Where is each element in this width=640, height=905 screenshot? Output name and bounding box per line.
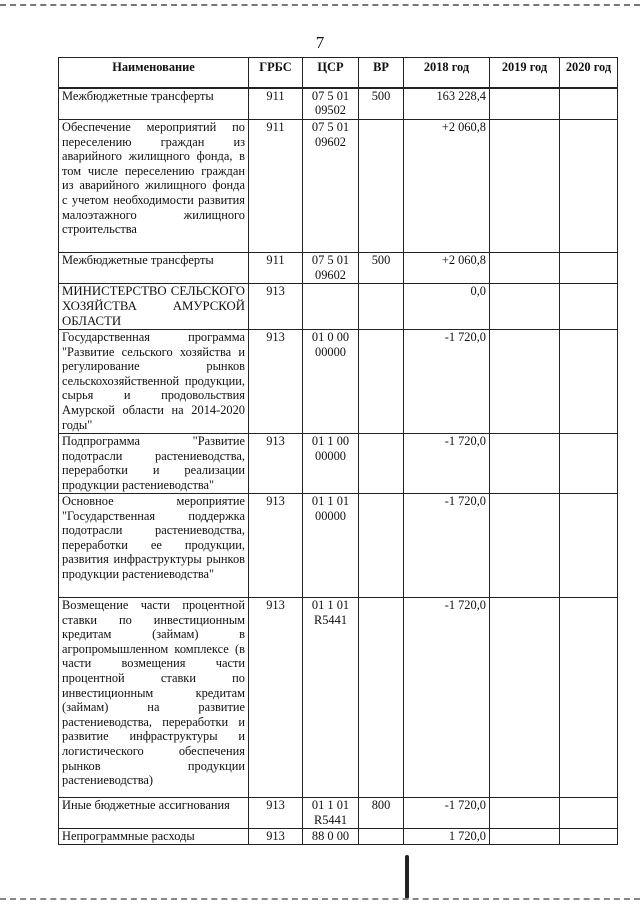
row-name: Возмещение части процентной ставки по инвестиционным кредитам (займам) в агропромышленном комплексе (в части возмещения части процентной ставки по инвестиционным кредитам (займам) на развитие растениеводства, переработки и развитие инфраструктуры и логистического обеспечения рынков продукции растениеводства): [59, 598, 249, 798]
row-vr: [359, 330, 404, 434]
row-2019: [490, 434, 560, 494]
row-csr: 07 5 01 09602: [303, 253, 359, 284]
row-2018: 1 720,0: [404, 829, 490, 845]
row-vr: [359, 434, 404, 494]
row-2018: -1 720,0: [404, 598, 490, 798]
row-2018: -1 720,0: [404, 434, 490, 494]
row-csr: 07 5 01 09502: [303, 88, 359, 120]
row-grbs: 913: [249, 598, 303, 798]
row-vr: 500: [359, 253, 404, 284]
row-name: Иные бюджетные ассигнования: [59, 798, 249, 829]
row-2019: [490, 330, 560, 434]
row-2019: [490, 598, 560, 798]
header-2019: 2019 год: [490, 58, 560, 88]
row-vr: 500: [359, 88, 404, 120]
row-2020: [560, 798, 618, 829]
row-2020: [560, 330, 618, 434]
row-csr: 88 0 00: [303, 829, 359, 845]
header-name: Наименование: [59, 58, 249, 88]
row-2020: [560, 434, 618, 494]
row-vr: 800: [359, 798, 404, 829]
row-csr: 01 0 00 00000: [303, 330, 359, 434]
header-2018: 2018 год: [404, 58, 490, 88]
table-row: [59, 598, 618, 798]
table-row: [59, 829, 618, 845]
row-grbs: 911: [249, 253, 303, 284]
row-2020: [560, 598, 618, 798]
row-vr: [359, 284, 404, 330]
row-name: Межбюджетные трансферты: [59, 253, 249, 284]
row-2020: [560, 829, 618, 845]
row-2020: [560, 120, 618, 253]
table-row: [59, 494, 618, 598]
row-grbs: 911: [249, 120, 303, 253]
row-2018: +2 060,8: [404, 253, 490, 284]
row-2019: [490, 829, 560, 845]
row-name: МИНИСТЕРСТВО СЕЛЬСКОГО ХОЗЯЙСТВА АМУРСКОЙ ОБЛАСТИ: [59, 284, 249, 330]
row-2019: [490, 284, 560, 330]
table-row: [59, 330, 618, 434]
row-grbs: 913: [249, 494, 303, 598]
row-2018: -1 720,0: [404, 494, 490, 598]
row-2019: [490, 120, 560, 253]
row-2018: -1 720,0: [404, 798, 490, 829]
scan-edge-bottom: [0, 898, 640, 900]
header-2020: 2020 год: [560, 58, 618, 88]
row-csr: 01 1 01 R5441: [303, 598, 359, 798]
row-2018: 0,0: [404, 284, 490, 330]
row-2019: [490, 253, 560, 284]
table-row-ministry: [59, 284, 618, 330]
row-grbs: 911: [249, 88, 303, 120]
row-csr: [303, 284, 359, 330]
row-csr: 07 5 01 09602: [303, 120, 359, 253]
row-2019: [490, 494, 560, 598]
row-csr: 01 1 00 00000: [303, 434, 359, 494]
header-vr: ВР: [359, 58, 404, 88]
row-2019: [490, 798, 560, 829]
row-vr: [359, 598, 404, 798]
row-2018: +2 060,8: [404, 120, 490, 253]
header-grbs: ГРБС: [249, 58, 303, 88]
row-2020: [560, 253, 618, 284]
row-csr: 01 1 01 00000: [303, 494, 359, 598]
scan-edge-top: [0, 4, 640, 6]
header-row: [59, 58, 618, 88]
scan-artifact-mark: [405, 855, 409, 899]
row-grbs: 913: [249, 284, 303, 330]
row-name: Основное мероприятие "Государственная поддержка подотрасли растениеводства, переработки ее продукции, развития инфраструктуры рынков продукции растениеводства": [59, 494, 249, 598]
header-csr: ЦСР: [303, 58, 359, 88]
row-name: Непрограммные расходы: [59, 829, 249, 845]
table-row: [59, 120, 618, 253]
row-2019: [490, 88, 560, 120]
row-2020: [560, 284, 618, 330]
row-vr: [359, 120, 404, 253]
row-grbs: 913: [249, 330, 303, 434]
row-name: Обеспечение мероприятий по переселению граждан из аварийного жилищного фонда, в том числе переселению граждан из аварийного жилищного фонда с учетом необходимости развития малоэтажного жилищного строительства: [59, 120, 249, 253]
row-2020: [560, 494, 618, 598]
table-row: [59, 253, 618, 284]
row-csr: 01 1 01 R5441: [303, 798, 359, 829]
row-grbs: 913: [249, 829, 303, 845]
row-2018: -1 720,0: [404, 330, 490, 434]
table-row: [59, 434, 618, 494]
row-grbs: 913: [249, 434, 303, 494]
row-vr: [359, 494, 404, 598]
row-name: Подпрограмма "Развитие подотрасли растениеводства, переработки и реализации продукции растениеводства": [59, 434, 249, 494]
page-number: 7: [315, 33, 325, 52]
row-2020: [560, 88, 618, 120]
table-row: [59, 88, 618, 120]
row-name: Государственная программа "Развитие сельского хозяйства и регулирование рынков сельскохозяйственной продукции, сырья и продовольствия Амурской области на 2014-2020 годы": [59, 330, 249, 434]
budget-table: [58, 57, 618, 845]
row-2018: 163 228,4: [404, 88, 490, 120]
row-vr: [359, 829, 404, 845]
row-grbs: 913: [249, 798, 303, 829]
table-row: [59, 798, 618, 829]
row-name: Межбюджетные трансферты: [59, 88, 249, 120]
